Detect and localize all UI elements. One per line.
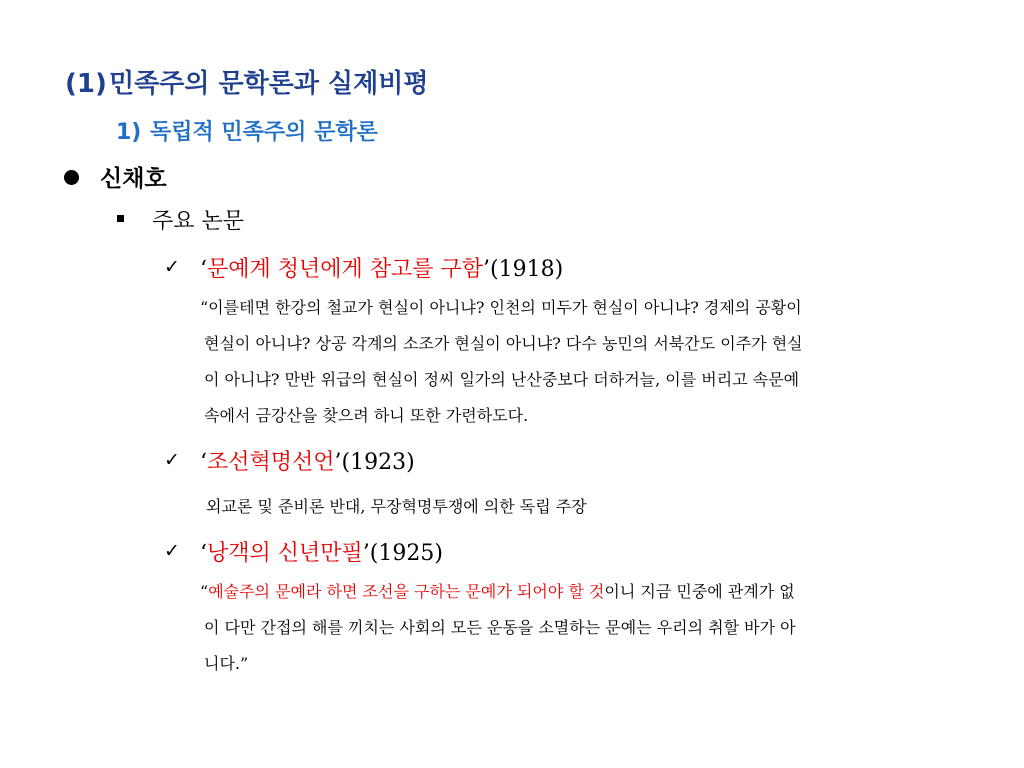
check-icon: ✓ [164, 540, 180, 562]
work-title-text: 조선혁명선언 [207, 450, 335, 475]
work-title-text: 문예계 청년에게 참고를 구함 [207, 257, 484, 282]
work-title-2 [200, 445, 415, 476]
subsection-heading [116, 115, 378, 146]
work-year: ’(1918) [483, 257, 564, 282]
excerpt-3 [200, 574, 970, 682]
check-icon: ✓ [164, 256, 180, 278]
excerpt-1 [200, 290, 970, 434]
work-title-3 [200, 536, 443, 567]
open-quote: ‘ [200, 257, 207, 282]
check-icon: ✓ [164, 449, 180, 471]
subsection-heading-number: 1) [116, 120, 142, 145]
work-title-text: 낭객의 신년만필 [207, 541, 363, 566]
excerpt-line: 현실이 아니냐? 상공 각계의 소조가 현실이 아니냐? 다수 농민의 서북간도 이주가 현실 [204, 334, 803, 353]
excerpt-line [200, 574, 970, 610]
excerpt-line: 니다.” [204, 654, 249, 673]
section-heading [65, 63, 429, 100]
author-name: 신채호 [100, 166, 167, 192]
excerpt-line: 이 다만 간접의 해를 끼치는 사회의 모든 운동을 소멸하는 문예는 우리의 취할 바가 아 [204, 618, 796, 637]
excerpt-text: 이니 지금 민중에 관계가 없 [604, 582, 795, 601]
excerpt-line: “이를테면 한강의 철교가 현실이 아니냐? 인천의 미두가 현실이 아니냐? 경제의 공황이 [200, 298, 802, 317]
open-quote: ‘ [200, 450, 207, 475]
work-note: 외교론 및 준비론 반대, 무장혁명투쟁에 의한 독립 주장 [206, 497, 587, 516]
work-year: ’(1925) [362, 541, 443, 566]
excerpt-line: 이 아니냐? 만반 위급의 현실이 정씨 일가의 난산중보다 더하거늘, 이를 버리고 속문예 [204, 370, 800, 389]
section-label: 주요 논문 [152, 209, 245, 234]
open-quote: ‘ [200, 541, 207, 566]
circle-bullet-icon [64, 170, 79, 185]
section-heading-number: (1) [65, 69, 107, 99]
section-heading-title: 민족주의 문학론과 실제비평 [109, 69, 429, 99]
subsection-heading-title: 독립적 민족주의 문학론 [150, 120, 378, 145]
square-bullet-icon [117, 215, 124, 222]
open-quote: “ [200, 582, 209, 601]
excerpt-highlight: 예술주의 문예라 하면 조선을 구하는 문예가 되어야 할 것 [208, 582, 605, 601]
work-title-1 [200, 252, 563, 283]
excerpt-line: 속에서 금강산을 찾으려 하니 또한 가련하도다. [204, 406, 529, 425]
work-year: ’(1923) [334, 450, 415, 475]
